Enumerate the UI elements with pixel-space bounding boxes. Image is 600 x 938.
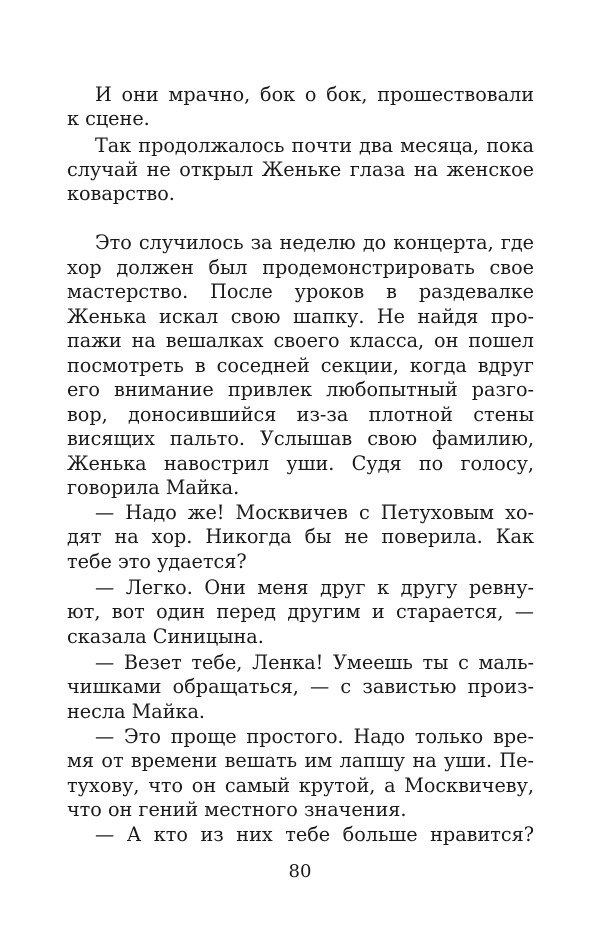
text-line: случай не открыл Женьке глаза на женское — [67, 158, 534, 181]
text-line: висящих пальто. Услышав свою фамилию, — [67, 427, 534, 450]
text-line: коварство. — [67, 182, 175, 205]
text-line: несла Майка. — [67, 700, 206, 723]
text-line: Женька навострил уши. Судя по голосу, — [67, 452, 534, 475]
text-line: его внимание привлек любопытный разго- — [67, 378, 534, 401]
text-line: вор, доносившийся из-за плотной стены — [67, 403, 534, 426]
text-line: хор должен был продемонстрировать свое — [67, 256, 534, 279]
dialogue-line: — Везет тебе, Ленка! Умеешь ты с маль- — [95, 651, 534, 674]
dialogue-line: — Надо же! Москвичев с Петуховым хо- — [95, 501, 534, 524]
dialogue-line: — Легко. Они меня друг к другу ревну- — [95, 576, 534, 599]
text-line: мастерство. После уроков в раздевалке — [67, 280, 534, 303]
text-line: И они мрачно, бок о бок, прошествовали — [95, 83, 534, 106]
text-line: сказала Синицына. — [67, 625, 264, 648]
text-line: говорила Майка. — [67, 476, 240, 499]
text-line: тебе это удается? — [67, 550, 247, 573]
dialogue-line: — А кто из них тебе больше нравится? — [95, 823, 534, 846]
dialogue-line: — Это проще простого. Надо только вре- — [95, 725, 534, 748]
text-line: Женька искал свою шапку. Не найдя про- — [67, 305, 534, 328]
text-line: ют, вот один перед другим и старается, — — [67, 600, 534, 623]
text-line: пажи на вешалках своего класса, он пошел — [67, 329, 534, 352]
text-line: чишками обращаться, — с завистью произ- — [67, 675, 534, 698]
text-line: Это случилось за неделю до концерта, где — [95, 231, 534, 254]
text-line: что он гений местного значения. — [67, 798, 407, 821]
text-line: Так продолжалось почти два месяца, пока — [95, 134, 534, 157]
text-line: мя от времени вешать им лапшу на уши. Пе- — [67, 749, 534, 772]
page-number: 80 — [288, 861, 312, 882]
text-line: посмотреть в соседней секции, когда вдруг — [67, 354, 534, 377]
text-line: к сцене. — [67, 107, 150, 130]
text-line: тухову, что он самый крутой, а Москвичеву, — [67, 774, 534, 797]
text-line: дят на хор. Никогда бы не поверила. Как — [67, 525, 534, 548]
